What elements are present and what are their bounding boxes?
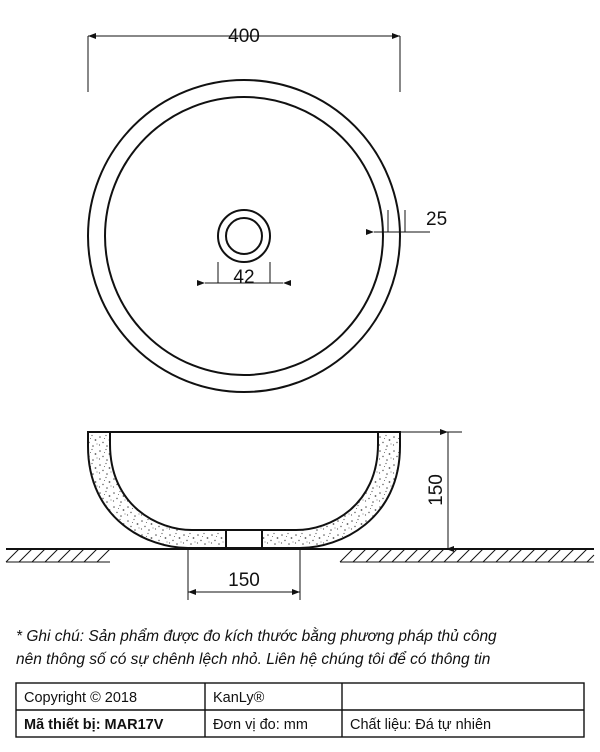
- ground-hatch-right: [340, 549, 594, 562]
- material-text: Chất liệu: Đá tự nhiên: [350, 717, 492, 733]
- basin-inner-circle: [105, 97, 383, 375]
- copyright-text: Copyright © 2018: [24, 690, 138, 706]
- basin-section-inner-cavity: [110, 432, 378, 530]
- top-view-group: [88, 36, 430, 392]
- ground-hatch-left: [6, 549, 110, 562]
- basin-outer-circle: [88, 80, 400, 392]
- drain-boss: [226, 530, 262, 548]
- drain-inner-circle: [226, 218, 262, 254]
- dim-label-base-width: 150: [228, 570, 260, 591]
- unit-text: Đơn vị đo: mm: [213, 717, 308, 733]
- note-line-2: nên thông số có sự chênh lệch nhỏ. Liên hệ chúng tôi để có thông tin: [16, 651, 491, 668]
- section-view-group: [6, 432, 594, 600]
- device-code-text: Mã thiết bị: MAR17V: [24, 717, 164, 733]
- title-block: [16, 683, 584, 737]
- brand-text: KanLy®: [213, 690, 265, 706]
- dim-label-outer-diameter: 400: [228, 26, 260, 47]
- dim-label-drain-diameter: 42: [233, 267, 255, 288]
- dim-label-height: 150: [426, 474, 447, 506]
- dim-label-rim-thickness: 25: [426, 209, 448, 230]
- note-line-1: * Ghi chú: Sản phẩm được đo kích thước bằng phương pháp thủ công: [16, 628, 497, 645]
